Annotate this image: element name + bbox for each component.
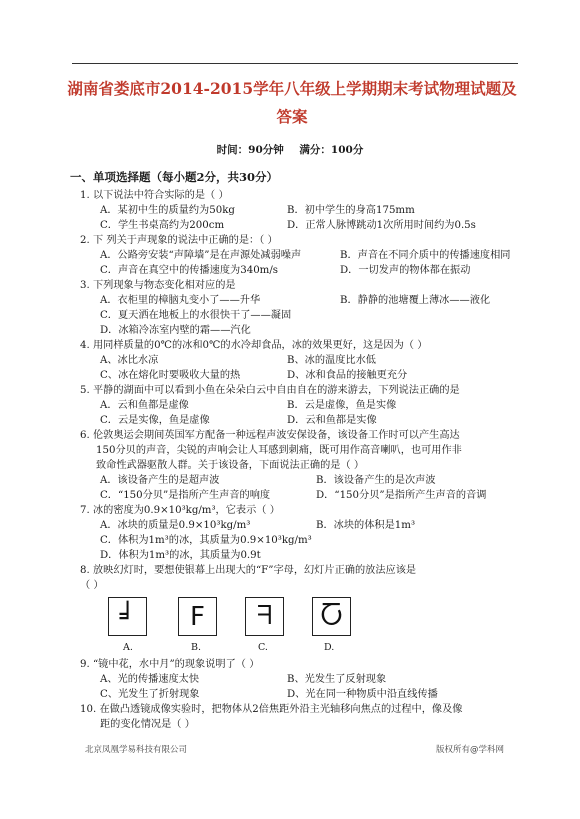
slide-option-d-box: [312, 597, 351, 636]
option-1a: A．某初中生的质量约为50kg: [100, 205, 235, 216]
option-2b: B．声音在不同介质中的传播速度相同: [340, 250, 511, 261]
exam-time: 时间：90分钟: [216, 144, 284, 156]
option-5b: B．云是虚像，鱼是实像: [287, 400, 397, 411]
footer-company: 北京凤凰学易科技有限公司: [85, 745, 188, 755]
slide-option-a-glyph: ╛: [119, 601, 136, 632]
slide-options: [108, 597, 368, 635]
slide-option-b-glyph: F: [190, 601, 205, 632]
question-9: 9. “镜中花，水中月”的现象说明了（ ）: [80, 659, 260, 670]
slide-label-c: C.: [258, 642, 268, 653]
slide-label-d: D.: [324, 642, 335, 653]
question-5: 5. 平静的湖面中可以看到小鱼在朵朵白云中自由自在的游来游去，下列说法正确的是: [80, 385, 460, 396]
option-7a: A．冰块的质量是0.9×10³kg/m³: [100, 520, 251, 531]
option-7d: D．体积为1m³的冰，其质量为0.9t: [100, 550, 261, 561]
option-3c: C．夏天洒在地板上的水很快干了——凝固: [100, 310, 292, 321]
option-3a: A．衣柜里的樟脑丸变小了——升华: [100, 295, 261, 306]
option-2a: A．公路旁安装“声障墙”是在声源处减弱噪声: [100, 250, 302, 261]
option-2c: C．声音在真空中的传播速度为340m/s: [100, 265, 278, 276]
option-1b: B．初中学生的身高175mm: [287, 205, 415, 216]
document-title-line2: 答案: [276, 107, 308, 126]
option-4d: D、冰和食品的接触更充分: [287, 370, 408, 381]
slide-label-a: A.: [123, 642, 133, 653]
option-4a: A、冰比水凉: [100, 355, 159, 366]
slide-option-c-box: [245, 597, 284, 636]
question-3: 3. 下列现象与物态变化相对应的是: [80, 280, 236, 291]
option-2d: D．一切发声的物体都在振动: [340, 265, 471, 276]
option-1d: D．正常人脉博跳动1次所用时间约为0.5s: [287, 220, 476, 231]
option-4b: B、冰的温度比水低: [287, 355, 376, 366]
question-4: 4. 用同样质量的0℃的冰和0℃的水冷却食品，冰的效果更好，这是因为（ ）: [80, 340, 428, 351]
option-9c: C、光发生了折射现象: [100, 689, 200, 700]
option-5a: A．云和鱼都是虚像: [100, 400, 189, 411]
question-6-line2: 150分贝的声音，尖锐的声响会让人耳感到刺痛，既可用作高音喇叭，也可用作非: [96, 445, 462, 456]
slide-option-a-box: [108, 597, 147, 636]
question-6-line3: 致命性武器驱散人群。关于该设备，下面说法正确的是（ ）: [96, 460, 365, 471]
question-8-paren: （ ）: [80, 580, 104, 591]
option-4c: C、冰在熔化时要吸收大量的热: [100, 370, 241, 381]
slide-option-b-box: [178, 597, 217, 636]
option-6b: B．该设备产生的是次声波: [316, 475, 436, 486]
slide-option-d-glyph: Ⴀ: [320, 601, 343, 632]
question-10-line1: 10. 在做凸透镜成像实验时，把物体从2倍焦距外沿主光轴移向焦点的过程中，像及像: [80, 704, 463, 715]
option-5c: C．云是实像，鱼是虚像: [100, 415, 210, 426]
slide-option-c-glyph: ᖷ: [256, 601, 273, 631]
option-9a: A、光的传播速度太快: [100, 674, 200, 685]
question-8: 8. 放映幻灯时，要想使银幕上出现大的“F”字母，幻灯片正确的放法应该是: [80, 565, 417, 576]
option-6d: D．“150分贝”是指所产生声音的音调: [316, 490, 487, 501]
option-9b: B、光发生了反射现象: [287, 674, 387, 685]
question-10-line2: 距的变化情况是（ ）: [100, 719, 195, 730]
option-9d: D、光在同一种物质中沿直线传播: [287, 689, 438, 700]
question-2: 2. 下 列关于声现象的说法中正确的是：（ ）: [80, 235, 278, 246]
document-title-line1: 湖南省娄底市2014-2015学年八年级上学期期末考试物理试题及: [67, 79, 517, 98]
option-7c: C．体积为1m³的冰，其质量为0.9×10³kg/m³: [100, 535, 312, 546]
question-7: 7. 冰的密度为0.9×10³kg/m³，它表示（ ）: [80, 505, 280, 516]
question-1: 1. 以下说法中符合实际的是（ ）: [80, 190, 229, 201]
option-1c: C．学生书桌高约为200cm: [100, 220, 225, 231]
option-6c: C．“150分贝”是指所产生声音的响度: [100, 490, 271, 501]
option-5d: D．云和鱼都是实像: [287, 415, 377, 426]
option-3d: D．冰箱冷冻室内壁的霜——汽化: [100, 325, 251, 336]
slide-label-b: B.: [191, 642, 202, 653]
option-7b: B．冰块的体积是1m³: [316, 520, 416, 531]
option-3b: B．静静的池塘覆上薄冰——液化: [340, 295, 491, 306]
section-heading: 一、单项选择题（每小题2分，共30分）: [70, 170, 279, 184]
exam-score: 满分：100分: [299, 144, 364, 156]
question-6-line1: 6. 伦敦奥运会期间英国军方配备一种远程声波安保设备，该设备工作时可以产生高达: [80, 430, 460, 441]
option-6a: A．该设备产生的是超声波: [100, 475, 220, 486]
exam-meta: [0, 142, 580, 157]
header-rule: [72, 63, 518, 64]
footer-copyright: 版权所有@学科网: [435, 745, 504, 755]
